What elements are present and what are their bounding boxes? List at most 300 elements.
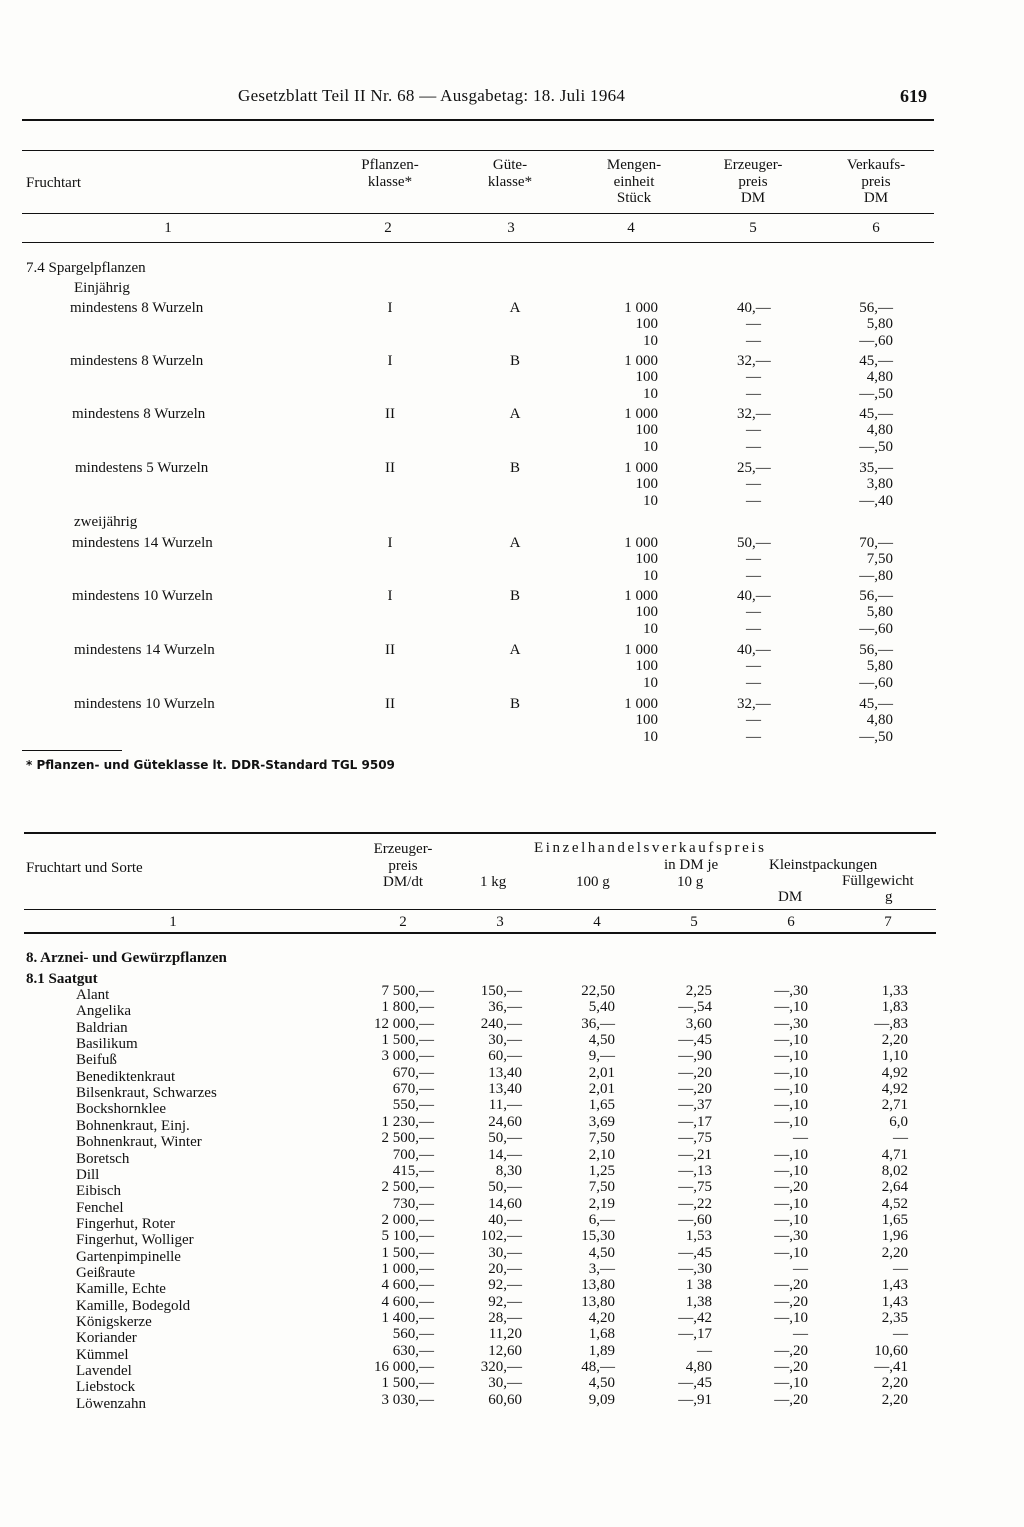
t2-row-value: 1,65 [881,1211,908,1228]
t1-row-gueteklasse: A [509,535,521,551]
t1-row-verkauf: —,60 [859,332,893,349]
t2-row-value: 4,52 [881,1195,908,1212]
t2-colnum: 6 [787,914,795,930]
t1-row-label: mindestens 14 Wurzeln [72,535,213,551]
t1-row-mengen: 10 [643,438,658,455]
t2-row-name: Kümmel [76,1346,129,1363]
t1-row-erzeuger: — [746,658,761,675]
t2-row-value: 1,53 [685,1228,712,1245]
t2-row-value: 1,83 [881,999,908,1016]
t2-row-value: 30,— [488,1032,522,1049]
t1-row-erzeuger: 32,— [737,353,771,369]
t2-row-value: —,17 [678,1326,712,1343]
t1-row-erzeuger: — [746,476,761,493]
t1-row-verkauf: 70,— [859,535,893,551]
t1-row-verkauf: 5,80 [866,316,893,333]
t2-row-value: 4,80 [685,1359,712,1376]
t1-row-mengen: 100 [635,422,658,439]
t2-row-name: Bohnenkraut, Winter [76,1134,202,1151]
t1-row-label: mindestens 10 Wurzeln [74,696,215,712]
t2-row-value: —,13 [678,1162,712,1179]
t2-row-value: 9,09 [588,1391,615,1408]
t2-row-value: —,90 [678,1048,712,1065]
t2-row-value: 5 100,— [381,1228,434,1245]
t2-row-value: —,75 [678,1130,712,1147]
t1-row-mengen: 10 [643,492,658,509]
t2-row-value: 20,— [488,1260,522,1277]
t2-row-name: Kamille, Echte [76,1281,166,1298]
t2-row-value: 2,20 [881,1244,908,1261]
t2-row-value: —,83 [874,1015,908,1032]
t1-row-erzeuger: — [746,567,761,584]
t2-row-value: 700,— [392,1146,434,1163]
t2-row-value: 8,02 [881,1162,908,1179]
t2-head-dm: DM [778,889,803,905]
t2-row-value: 13,40 [488,1064,522,1081]
t2-colnum: 4 [593,914,601,930]
t1-row-label: mindestens 10 Wurzeln [72,588,213,604]
t1-colnum: 5 [749,220,757,236]
t1-row-pflanzenklasse: I [387,535,393,551]
t2-row-value: 4 600,— [381,1277,434,1294]
t2-row-value: 3 000,— [381,1048,434,1065]
t1-head-gueteklasse: Güte- klasse* [487,157,533,190]
t1-row-erzeuger: — [746,422,761,439]
t2-row-value: 1 500,— [381,1032,434,1049]
t1-row-verkauf: 56,— [859,300,893,316]
t2-row-value: — [793,1130,808,1147]
t2-row-name: Koriander [76,1330,137,1347]
t2-row-value: —,30 [774,1228,808,1245]
t2-row-value: —,30 [678,1260,712,1277]
t2-subsection-title: 8.1 Saatgut [26,971,98,987]
t2-row-value: 670,— [392,1064,434,1081]
t1-row-verkauf: 45,— [859,406,893,422]
t2-row-name: Bockshornklee [76,1101,166,1118]
t2-row-value: 1 38 [685,1277,712,1294]
t2-row-value: 8,30 [495,1162,522,1179]
t2-row-value: 7,50 [588,1179,615,1196]
t1-row-erzeuger: — [746,385,761,402]
t2-row-value: 1 400,— [381,1310,434,1326]
t2-row-value: 60,60 [488,1391,522,1408]
t2-row-value: 730,— [392,1195,434,1212]
t2-row-value: 48,— [581,1359,615,1376]
t2-row-name: Dill [76,1166,100,1183]
t2-row-value: —,10 [774,1064,808,1081]
t2-row-value: —,45 [678,1375,712,1392]
t2-row-value: 1,65 [588,1097,615,1114]
t1-row-pflanzenklasse: II [385,406,395,422]
t2-row-name: Fenchel [76,1199,124,1216]
t2-colnum: 7 [884,914,892,930]
t2-head-fuellgewicht: Füllgewicht [842,873,914,889]
t1-row-erzeuger: — [746,492,761,509]
t2-row-value: — [793,1326,808,1343]
t2-row-value: 2,10 [588,1146,615,1163]
t2-row-value: 14,— [488,1146,522,1163]
t2-row-value: 1,38 [685,1293,712,1310]
t1-row-pflanzenklasse: II [385,460,395,476]
t2-row-name: Fingerhut, Wolliger [76,1232,194,1249]
t2-row-value: 240,— [480,1015,522,1032]
t1-row-verkauf: 4,80 [866,369,893,386]
t2-row-name: Geißraute [76,1264,136,1281]
t2-row-value: 1,25 [588,1162,615,1179]
t2-row-name: Bilsenkraut, Schwarzes [76,1085,217,1102]
t1-row-erzeuger: 32,— [737,696,771,712]
t2-row-value: —,20 [774,1277,808,1294]
t2-row-value: 13,40 [488,1081,522,1098]
t2-row-value: 320,— [480,1359,522,1376]
t1-row-verkauf: 35,— [859,460,893,476]
t2-row-value: 16 000,— [374,1359,434,1376]
t2-row-value: 13,80 [581,1293,615,1310]
t1-row-erzeuger: — [746,369,761,386]
t2-row-value: —,20 [774,1293,808,1310]
t1-row-mengen: 1 000 [624,642,658,658]
t2-head-100g: 100 g [576,874,610,890]
t2-row-value: 1 000,— [381,1260,434,1277]
t2-row-name: Eibisch [76,1183,121,1200]
t2-row-value: —,20 [774,1342,808,1359]
t1-row-verkauf: 56,— [859,588,893,604]
t1-footnote-rule [22,750,122,751]
t1-row-mengen: 10 [643,385,658,402]
t2-row-value: 1,43 [881,1293,908,1310]
t1-row-verkauf: 5,80 [866,604,893,621]
t2-row-value: 415,— [392,1162,434,1179]
t2-row-value: —,21 [678,1146,712,1163]
t1-row-pflanzenklasse: I [387,588,393,604]
t2-head-kleinstpackungen: Kleinstpackungen [769,857,878,873]
t2-row-value: 4,50 [588,1032,615,1049]
t1-row-erzeuger: 40,— [737,588,771,604]
t2-row-name: Liebstock [76,1379,136,1396]
t2-row-value: —,10 [774,1048,808,1065]
t2-row-name: Gartenpimpinelle [76,1248,181,1265]
t2-section-title: 8. Arznei- und Gewürzpflanzen [26,950,227,966]
t2-row-value: —,10 [774,1310,808,1326]
t2-row-value: 2,20 [881,1375,908,1392]
t1-row-pflanzenklasse: II [385,642,395,658]
t2-row-name: Angelika [76,1003,131,1020]
t2-row-value: 40,— [488,1211,522,1228]
t2-row-value: 2 500,— [381,1130,434,1147]
t2-row-name: Baldrian [76,1019,128,1036]
t1-row-mengen: 1 000 [624,696,658,712]
t2-row-value: —,10 [774,1032,808,1049]
t2-row-name: Alant [76,987,110,1003]
t1-row-label: mindestens 14 Wurzeln [74,642,215,658]
t2-head-10g: 10 g [677,874,704,890]
t2-row-value: — [697,1342,712,1359]
t1-row-verkauf: —,50 [859,385,893,402]
t2-row-value: 4 600,— [381,1293,434,1310]
t2-row-value: 630,— [392,1342,434,1359]
t1-row-erzeuger: 25,— [737,460,771,476]
t1-row-verkauf: —,50 [859,438,893,455]
t1-row-mengen: 100 [635,712,658,729]
t1-row-mengen: 1 000 [624,353,658,369]
t2-row-value: 10,60 [874,1342,908,1359]
t2-row-name: Lavendel [76,1363,132,1380]
t2-row-name: Basilikum [76,1036,138,1053]
t2-row-value: 150,— [480,983,522,999]
t2-row-value: 12,60 [488,1342,522,1359]
t2-top-rule [24,832,936,834]
t2-row-value: — [893,1130,908,1147]
t1-row-verkauf: 3,80 [866,476,893,493]
t2-row-value: 11,20 [488,1326,522,1343]
t2-row-value: 1,10 [881,1048,908,1065]
t1-row-verkauf: —,40 [859,492,893,509]
t2-row-value: —,20 [774,1359,808,1376]
t1-row-erzeuger: — [746,332,761,349]
t2-row-value: 4,50 [588,1375,615,1392]
t2-row-value: 92,— [488,1277,522,1294]
t2-row-value: 1,43 [881,1277,908,1294]
header-rule [22,119,934,121]
t2-row-value: — [893,1326,908,1343]
t1-row-mengen: 100 [635,476,658,493]
t2-row-value: —,20 [774,1391,808,1408]
t1-footnote: * Pflanzen- und Güteklasse lt. DDR-Standard TGL 9509 [26,758,395,772]
t1-row-gueteklasse: A [509,406,521,422]
t1-row-mengen: 1 000 [624,535,658,551]
t2-row-value: 4,20 [588,1310,615,1326]
t1-row-mengen: 10 [643,728,658,745]
t1-row-mengen: 1 000 [624,460,658,476]
t1-row-mengen: 100 [635,604,658,621]
t2-row-value: —,54 [678,999,712,1016]
t2-row-value: —,20 [678,1064,712,1081]
t1-row-mengen: 100 [635,369,658,386]
t2-row-value: 4,92 [881,1064,908,1081]
t2-row-value: 2 500,— [381,1179,434,1196]
t2-head-einzelhandel: Einzelhandelsverkaufspreis [534,840,767,856]
t1-row-label: mindestens 8 Wurzeln [72,406,206,422]
t2-row-value: 3,— [588,1260,615,1277]
t1-row-verkauf: —,80 [859,567,893,584]
t2-head-g: g [885,889,893,905]
t1-row-erzeuger: — [746,712,761,729]
t2-row-value: 36,— [488,999,522,1016]
t2-row-value: —,10 [774,1244,808,1261]
t2-row-value: 670,— [392,1081,434,1098]
t1-colnum: 4 [627,220,635,236]
t2-row-value: —,20 [774,1179,808,1196]
t1-row-mengen: 100 [635,658,658,675]
t2-row-value: 1 800,— [381,999,434,1016]
t1-section-title: 7.4 Spargelpflanzen [26,260,146,276]
t2-header-rule [24,909,936,910]
t1-row-erzeuger: — [746,674,761,691]
t1-row-erzeuger: 50,— [737,535,771,551]
t2-row-value: 1,89 [588,1342,615,1359]
t2-row-value: —,91 [678,1391,712,1408]
t1-head-erzeugerpreis: Erzeuger- preis DM [723,157,783,206]
t2-row-value: 560,— [392,1326,434,1343]
t1-row-erzeuger: — [746,620,761,637]
t1-row-label: mindestens 8 Wurzeln [70,300,204,316]
t2-row-value: —,10 [774,1375,808,1392]
t2-row-value: 6,— [588,1211,615,1228]
t2-row-value: 1,33 [881,983,908,999]
t2-row-name: Benediktenkraut [76,1068,176,1085]
t2-row-name: Bohnenkraut, Einj. [76,1117,190,1134]
t1-row-verkauf: 45,— [859,353,893,369]
t1-row-pflanzenklasse: I [387,353,393,369]
t2-row-value: 24,60 [488,1113,522,1130]
t2-row-value: 60,— [488,1048,522,1065]
t1-head-verkaufspreis: Verkaufs- preis DM [846,157,906,206]
t1-row-mengen: 10 [643,332,658,349]
t1-row-verkauf: —,50 [859,728,893,745]
t1-row-pflanzenklasse: II [385,696,395,712]
t1-row-mengen: 1 000 [624,588,658,604]
t2-row-value: —,30 [774,1015,808,1032]
t2-row-value: 2,35 [881,1310,908,1326]
t2-row-value: 1 500,— [381,1244,434,1261]
t1-row-verkauf: 4,80 [866,712,893,729]
t2-row-value: 11,— [488,1097,522,1114]
t2-colnum: 2 [399,914,407,930]
t2-row-value: —,20 [678,1081,712,1098]
t2-row-value: 1,68 [588,1326,615,1343]
t1-row-mengen: 1 000 [624,406,658,422]
t1-row-mengen: 10 [643,674,658,691]
t2-row-value: 3,60 [685,1015,712,1032]
t2-row-value: —,10 [774,1211,808,1228]
t2-row-value: 2,20 [881,1391,908,1408]
t1-row-mengen: 10 [643,620,658,637]
t2-row-value: 2,25 [685,983,712,999]
t1-top-rule [22,150,934,151]
t1-colnum-rule [22,242,934,243]
t1-colnum: 3 [507,220,515,236]
t2-row-value: 92,— [488,1293,522,1310]
t2-row-value: —,42 [678,1310,712,1326]
t2-row-value: 1 500,— [381,1375,434,1392]
t2-row-value: —,10 [774,1146,808,1163]
t2-row-value: —,37 [678,1097,712,1114]
t2-row-value: 1 230,— [381,1113,434,1130]
t1-row-verkauf: 56,— [859,642,893,658]
t2-row-value: 2 000,— [381,1211,434,1228]
t2-row-value: 1,96 [881,1228,908,1245]
t2-row-name: Königskerze [76,1314,152,1330]
t2-row-value: 2,19 [588,1195,615,1212]
t1-row-verkauf: 5,80 [866,658,893,675]
t1-row-verkauf: —,60 [859,620,893,637]
t1-row-erzeuger: — [746,728,761,745]
t1-row-verkauf: 45,— [859,696,893,712]
t2-head-in-dm-je: in DM je [664,857,719,873]
t1-group-einjaehrig: Einjährig [74,280,130,296]
t2-row-value: 15,30 [581,1228,615,1245]
t1-colnum: 1 [164,220,172,236]
t1-row-label: mindestens 8 Wurzeln [70,353,204,369]
t2-row-value: —,75 [678,1179,712,1196]
t2-colnum-rule [24,932,936,934]
t2-row-value: 50,— [488,1179,522,1196]
t2-row-value: 2,20 [881,1032,908,1049]
t2-row-value: —,22 [678,1195,712,1212]
t1-row-erzeuger: 32,— [737,406,771,422]
t1-row-gueteklasse: B [509,353,520,369]
t1-row-mengen: 100 [635,551,658,568]
t2-head-erzeugerpreis: Erzeuger- preis DM/dt [373,841,433,890]
t1-row-pflanzenklasse: I [387,300,393,316]
t2-row-value: —,60 [678,1211,712,1228]
page-number: 619 [900,86,927,106]
t2-row-name: Beifuß [76,1052,117,1069]
t1-row-mengen: 1 000 [624,300,658,316]
t1-head-mengeneinheit: Mengen- einheit Stück [606,157,662,206]
t1-row-erzeuger: — [746,438,761,455]
t2-row-name: Löwenzahn [76,1395,146,1412]
page-header-title: Gesetzblatt Teil II Nr. 68 — Ausgabetag: 18. Juli 1964 [238,86,626,105]
t2-row-value: 30,— [488,1244,522,1261]
t1-row-gueteklasse: B [509,696,520,712]
t2-row-name: Fingerhut, Roter [76,1215,176,1232]
t2-row-value: — [893,1260,908,1277]
t2-row-value: 6,0 [889,1113,908,1130]
t1-row-gueteklasse: B [509,460,520,476]
t1-row-erzeuger: 40,— [737,642,771,658]
t1-head-fruchtart: Fruchtart [26,175,81,191]
t2-row-value: —,10 [774,1081,808,1098]
t2-row-value: 7 500,— [381,983,434,999]
t2-row-value: —,45 [678,1244,712,1261]
t2-row-value: 50,— [488,1130,522,1147]
t1-header-rule [22,213,934,214]
t1-row-erzeuger: — [746,551,761,568]
t1-row-verkauf: 7,50 [866,551,893,568]
t2-row-value: 5,40 [588,999,615,1016]
t2-row-value: 4,71 [881,1146,908,1163]
t2-row-value: 102,— [480,1228,522,1245]
t1-row-mengen: 10 [643,567,658,584]
t2-row-value: —,10 [774,1097,808,1114]
t2-row-value: 28,— [488,1310,522,1326]
t2-row-value: 3,69 [588,1113,615,1130]
t2-head-1kg: 1 kg [480,874,507,890]
t2-row-value: 550,— [392,1097,434,1114]
t2-row-value: 12 000,— [374,1015,434,1032]
t2-row-value: 14,60 [488,1195,522,1212]
t1-row-label: mindestens 5 Wurzeln [75,460,209,476]
t2-colnum: 3 [496,914,504,930]
t2-colnum: 1 [169,914,177,930]
t2-row-value: 2,71 [881,1097,908,1114]
t2-row-value: 2,64 [881,1179,908,1196]
t1-row-erzeuger: — [746,316,761,333]
t2-row-value: 13,80 [581,1277,615,1294]
t2-colnum: 5 [690,914,698,930]
t2-row-value: 2,01 [588,1081,615,1098]
t2-row-value: —,17 [678,1113,712,1130]
t2-row-value: 3 030,— [381,1391,434,1408]
t1-row-mengen: 100 [635,316,658,333]
t2-row-value: 30,— [488,1375,522,1392]
t2-row-value: 22,50 [581,983,615,999]
t1-row-verkauf: 4,80 [866,422,893,439]
t2-row-value: —,41 [874,1359,908,1376]
t2-row-name: Kamille, Bodegold [76,1297,191,1314]
t1-head-pflanzenklasse: Pflanzen- klasse* [361,157,419,190]
